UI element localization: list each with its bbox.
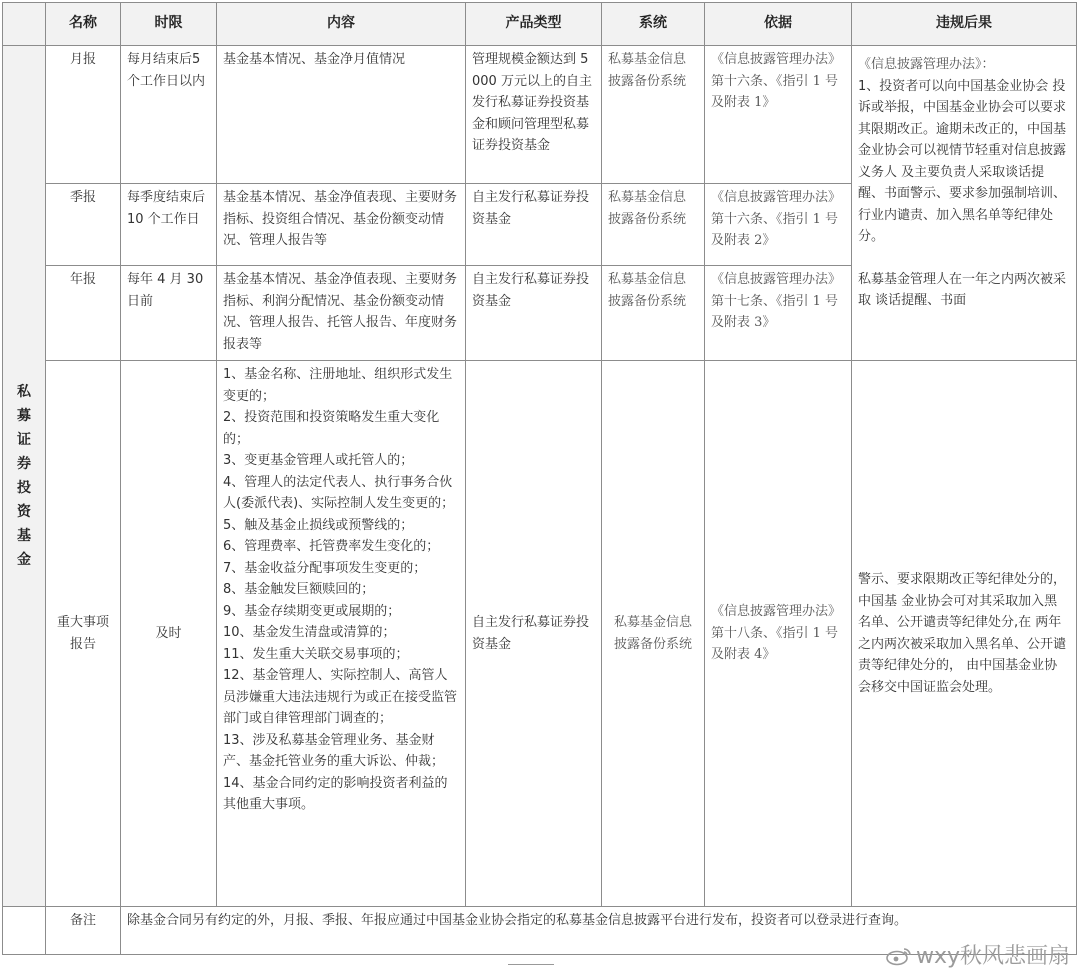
row-content: 基金基本情况、基金净值表现、主要财务指标、利润分配情况、基金份额变动情况、管理人报告、托管人报告、年度财务报表等 bbox=[217, 266, 466, 361]
row-name: 月报 bbox=[46, 46, 121, 184]
watermark-text: wxy秋风悲画扇 bbox=[915, 944, 1070, 969]
row-basis: 《信息披露管理办法》第十六条、《指引 1 号及附表 1》 bbox=[705, 46, 852, 184]
list-item: 8、基金触发巨额赎回的； bbox=[223, 582, 375, 597]
row-name: 季报 bbox=[46, 184, 121, 266]
row-deadline: 及时 bbox=[121, 361, 217, 907]
list-item: 7、基金收益分配事项发生变更的； bbox=[223, 560, 427, 576]
row-major-events bbox=[3, 361, 1077, 907]
periodic-consequence bbox=[852, 46, 1077, 361]
row-content: 基金基本情况、基金净值表现、主要财务指标、投资组合情况、基金份额变动情况、管理人报告等 bbox=[217, 184, 466, 266]
row-deadline: 每季度结束后 10 个工作日 bbox=[121, 184, 217, 266]
row-product-type: 自主发行私募证券投资基金 bbox=[466, 361, 602, 907]
list-item: 10、基金发生清盘或清算的； bbox=[223, 625, 396, 640]
list-item: 9、基金存续期变更或展期的； bbox=[223, 603, 401, 619]
row-system: 私募基金信息披露备份系统 bbox=[602, 46, 705, 184]
list-item: 11、发生重大关联交易事项的； bbox=[223, 646, 409, 662]
header-row bbox=[3, 3, 1077, 46]
row-basis: 《信息披露管理办法》第十七条、《指引 1 号及附表 3》 bbox=[705, 266, 852, 361]
list-item: 3、变更基金管理人或托管人的； bbox=[223, 453, 414, 468]
consequence-item-1: 1、投资者可以向中国基金业协会 投诉或举报，中国基金业协会可以要求其限期改正。逾期未改正的，中国基金业协会可以视情节轻重对信息披露义务人 及主要负责人采取谈话提醒、书面警示、要求参加强制培训、 行业内谴责、加入黑名单等纪律处分。 bbox=[858, 78, 1067, 244]
row-monthly bbox=[3, 46, 1077, 184]
header-basis: 依据 bbox=[705, 3, 852, 46]
row-system: 私募基金信息披露备份系统 bbox=[602, 266, 705, 361]
list-item: 6、管理费率、托管费率发生变化的； bbox=[223, 539, 440, 554]
row-product-type: 自主发行私募证券投资基金 bbox=[466, 266, 602, 361]
list-item: 13、涉及私募基金管理业务、基金财产、基金托管业务的重大诉讼、仲裁； bbox=[223, 732, 445, 769]
row-basis: 《信息披露管理办法》第十六条、《指引 1 号及附表 2》 bbox=[705, 184, 852, 266]
list-item: 2、投资范围和投资策略发生重大变化的； bbox=[223, 410, 440, 447]
consequence-title: 《信息披露管理办法》： bbox=[858, 57, 995, 72]
row-content: 基金基本情况、基金净月值情况 bbox=[217, 46, 466, 184]
list-item: 14、基金合同约定的影响投资者利益的其他重大事项。 bbox=[223, 775, 448, 812]
row-product-type: 管理规模金额达到 5000 万元以上的自主发行私募证券投资基金和顾问管理型私募证券投资基金 bbox=[466, 46, 602, 184]
row-system: 私募基金信息披露备份系统 bbox=[602, 361, 705, 907]
header-deadline: 时限 bbox=[121, 3, 217, 46]
row-product-type: 自主发行私募证券投资基金 bbox=[466, 184, 602, 266]
list-item: 4、管理人的法定代表人、执行事务合伙人(委派代表)、实际控制人发生变更的； bbox=[223, 474, 455, 511]
remark-label: 备注 bbox=[46, 907, 121, 955]
weibo-icon bbox=[886, 946, 912, 966]
header-name: 名称 bbox=[46, 3, 121, 46]
row-system: 私募基金信息披露备份系统 bbox=[602, 184, 705, 266]
header-system: 系统 bbox=[602, 3, 705, 46]
row-basis: 《信息披露管理办法》第十八条、《指引 1 号及附表 4》 bbox=[705, 361, 852, 907]
category-cell bbox=[3, 46, 46, 907]
list-item: 5、触及基金止损线或预警线的； bbox=[223, 517, 414, 533]
row-deadline: 每年 4 月 30 日前 bbox=[121, 266, 217, 361]
header-blank bbox=[3, 3, 46, 46]
footer-divider bbox=[508, 964, 554, 965]
row-name: 重大事项报告 bbox=[46, 361, 121, 907]
remark-text: 除基金合同另有约定的外，月报、季报、年报应通过中国基金业协会指定的私募基金信息披露平台进行发布，投资者可以登录进行查询。 bbox=[121, 907, 1077, 955]
header-consequence: 违规后果 bbox=[852, 3, 1077, 46]
major-consequence: 警示、要求限期改正等纪律处分的，中国基 金业协会可对其采取加入黑名单、公开谴责等纪律处分,在 两年之内两次被采取加入黑名单、公开谴责等纪律处分的， 由中国基金业协会移交中国证监会处理。 bbox=[852, 361, 1077, 907]
header-product-type: 产品类型 bbox=[466, 3, 602, 46]
row-name: 年报 bbox=[46, 266, 121, 361]
list-item: 1、基金名称、注册地址、组织形式发生变更的； bbox=[223, 367, 453, 404]
remark-blank bbox=[3, 907, 46, 955]
disclosure-table bbox=[2, 2, 1077, 955]
consequence-item-2: 私募基金管理人在一年之内两次被采取 谈话提醒、书面 bbox=[858, 271, 1067, 308]
major-events-list bbox=[217, 361, 466, 907]
watermark bbox=[886, 939, 1070, 970]
header-content: 内容 bbox=[217, 3, 466, 46]
row-deadline: 每月结束后5个工作日以内 bbox=[121, 46, 217, 184]
list-item: 12、基金管理人、实际控制人、高管人员涉嫌重大违法违规行为或正在接受监管部门或自律管理部门调查的； bbox=[223, 668, 458, 726]
category-label: 私募证券投资基金 bbox=[17, 384, 31, 568]
